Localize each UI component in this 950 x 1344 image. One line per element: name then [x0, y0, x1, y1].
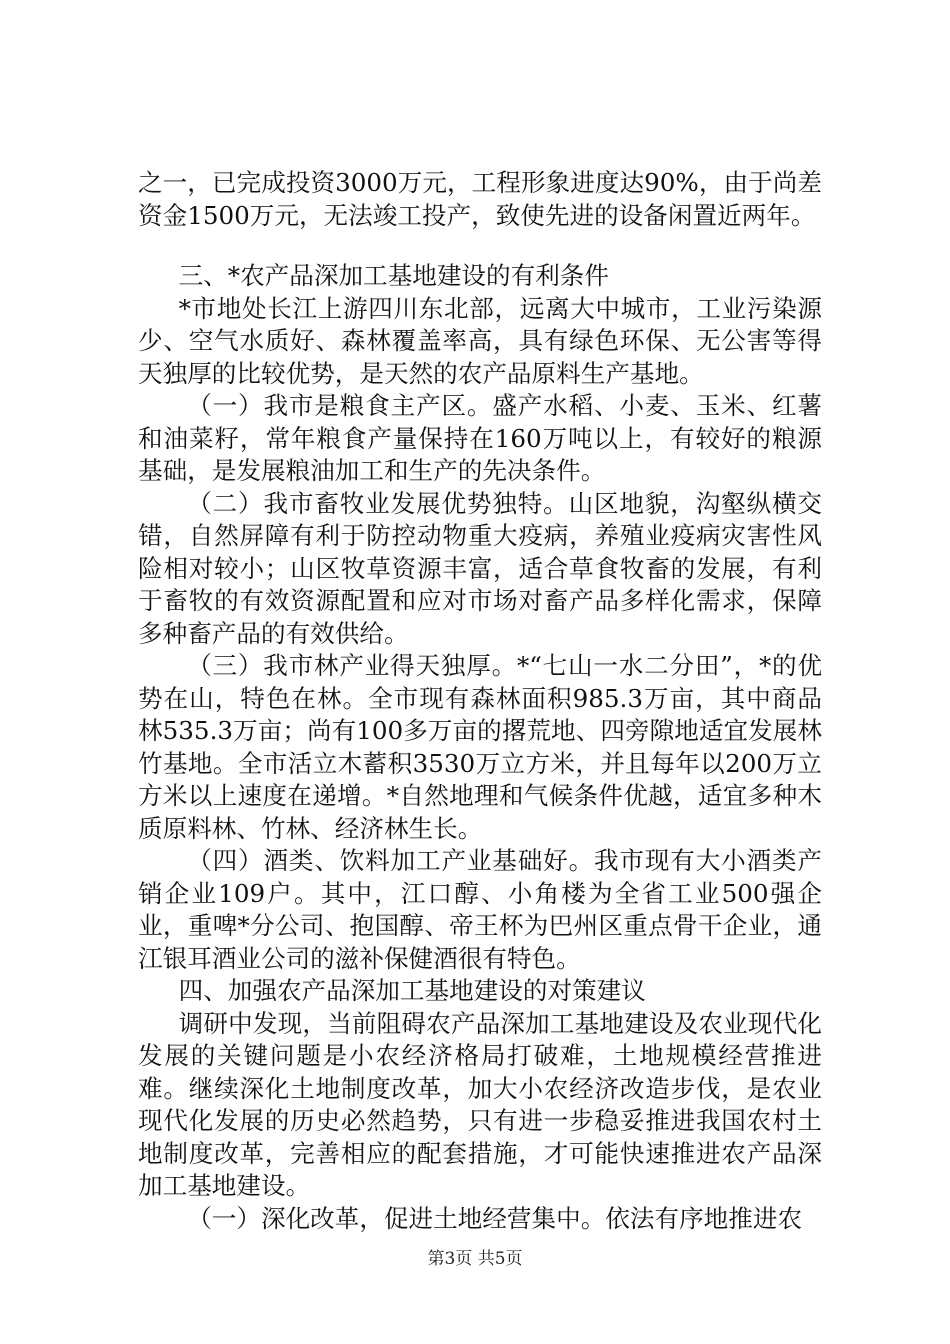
section4-item-1: （一）深化改革，促进土地经营集中。依法有序地推进农: [187, 1203, 803, 1233]
section3-item-4: （四）酒类、饮料加工产业基础好。我市现有大小酒类产销企业109户。其中，江口醇、小角楼为全省工业500强企业，重啤*分公司、抱国醇、帝王杯为巴州区重点骨干企业，通江银耳酒业公司的滋补保健酒很有特色。: [138, 846, 822, 973]
section3-item-3: （三）我市林产业得天独厚。*“七山一水二分田”，*的优势在山，特色在林。全市现有森林面积985.3万亩，其中商品林535.3万亩；尚有100多万亩的撂荒地、四旁隙地适宜发展林竹基地。全市活立木蓄积3530万立方米，并且每年以200万立方米以上速度在递增。*自然地理和气候条件优越，适宜多种木质原料林、竹林、经济林生长。: [138, 651, 822, 843]
section4-heading: 四、加强农产品深加工基地建设的对策建议: [178, 976, 646, 1005]
main-body: [138, 260, 822, 1235]
section3-item-2: （二）我市畜牧业发展优势独特。山区地貌，沟壑纵横交错，自然屏障有利于防控动物重大疫病，养殖业疫病灾害性风险相对较小；山区牧草资源丰富，适合草食牧畜的发展，有利于畜牧的有效资源配置和应对市场对畜产品多样化需求，保障多种畜产品的有效供给。: [138, 488, 822, 648]
section3-heading: 三、*农产品深加工基地建设的有利条件: [178, 261, 609, 290]
opening-section: [138, 167, 822, 232]
section3-item-1: （一）我市是粮食主产区。盛产水稻、小麦、玉米、红薯和油菜籽，常年粮食产量保持在160万吨以上，有较好的粮源基础，是发展粮油加工和生产的先决条件。: [138, 391, 822, 485]
section4-intro: 调研中发现，当前阻碍农产品深加工基地建设及农业现代化发展的关键问题是小农经济格局打破难，土地规模经营推进难。继续深化土地制度改革，加大小农经济改造步伐，是农业现代化发展的历史必然趋势，只有进一步稳妥推进我国农村土地制度改革，完善相应的配套措施，才可能快速推进农产品深加工基地建设。: [138, 1008, 822, 1200]
page-footer: 第3页 共5页: [427, 1249, 523, 1269]
section3-intro: *市地处长江上游四川东北部，远离大中城市，工业污染源少、空气水质好、森林覆盖率高，具有绿色环保、无公害等得天独厚的比较优势，是天然的农产品原料生产基地。: [138, 293, 822, 388]
opening-paragraph: 之一，已完成投资3000万元，工程形象进度达90%，由于尚差资金1500万元，无法竣工投产，致使先进的设备闲置近两年。: [138, 168, 822, 230]
